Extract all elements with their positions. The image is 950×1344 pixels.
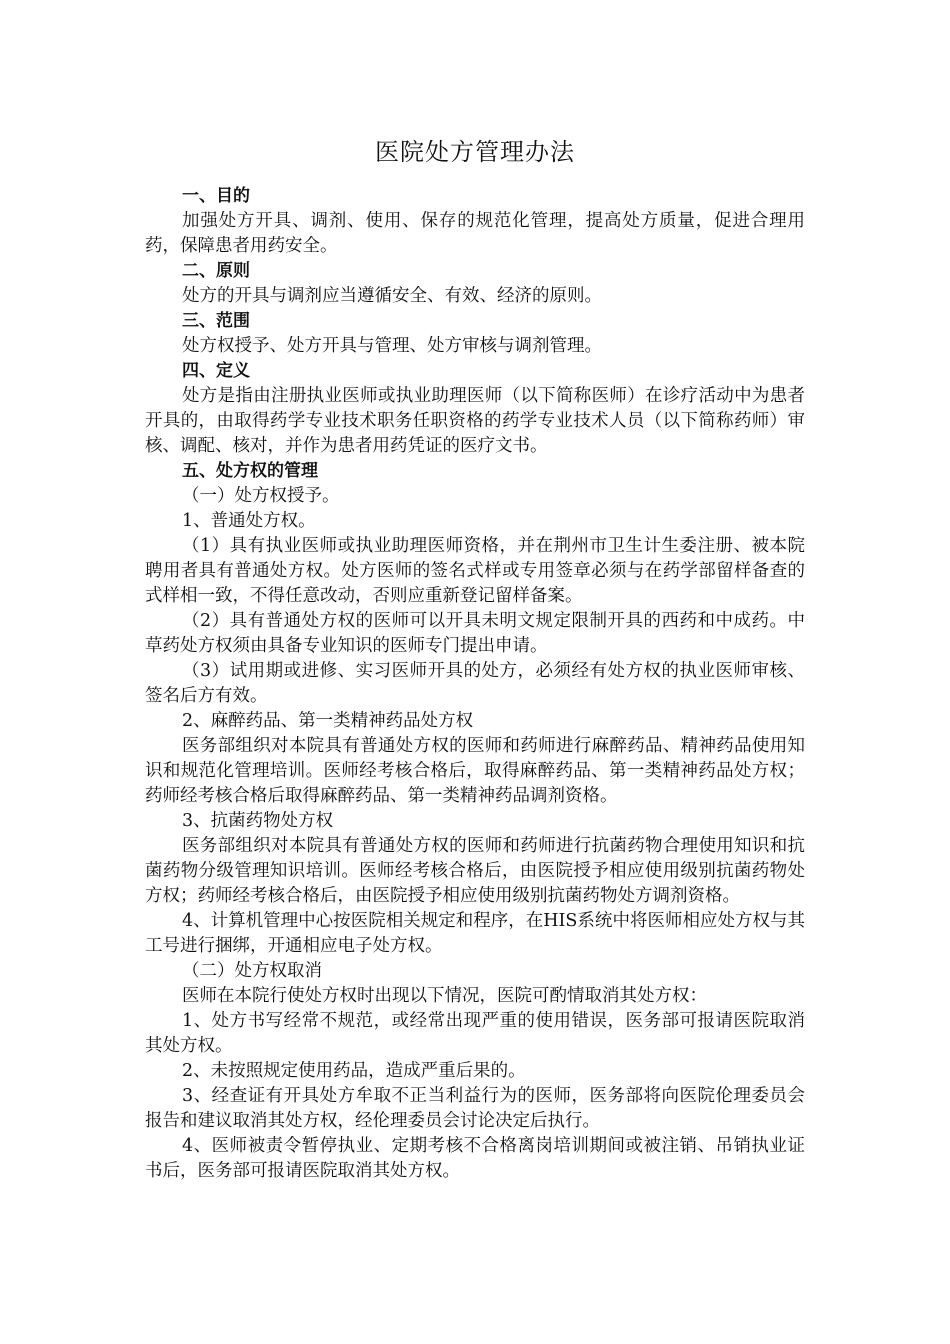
body-paragraph: （3）试用期或进修、实习医师开具的处方，必须经有处方权的执业医师审核、签名后方有效。 xyxy=(145,661,805,706)
body-paragraph: 处方权授予、处方开具与管理、处方审核与调剂管理。 xyxy=(182,336,602,356)
body-paragraph: 2、麻醉药品、第一类精神药品处方权 xyxy=(182,711,474,731)
body-paragraph: 医师在本院行使处方权时出现以下情况，医院可酌情取消其处方权： xyxy=(182,986,707,1006)
body-paragraph: 1、普通处方权。 xyxy=(182,511,316,531)
section-heading: 四、定义 xyxy=(182,361,250,381)
document-title: 医院处方管理办法 xyxy=(375,138,575,166)
body-paragraph: 4、医师被责令暂停执业、定期考核不合格离岗培训期间或被注销、吊销执业证书后，医务部可报请医院取消其处方权。 xyxy=(145,1136,805,1181)
body-paragraph: 加强处方开具、调剂、使用、保存的规范化管理，提高处方质量，促进合理用药，保障患者用药安全。 xyxy=(145,211,805,256)
section-heading: 一、目的 xyxy=(182,186,250,206)
body-paragraph: 处方的开具与调剂应当遵循安全、有效、经济的原则。 xyxy=(182,286,602,306)
body-paragraph: 处方是指由注册执业医师或执业助理医师（以下简称医师）在诊疗活动中为患者开具的，由取得药学专业技术职务任职资格的药学专业技术人员（以下简称药师）审核、调配、核对，并作为患者用药凭证的医疗文书。 xyxy=(145,386,805,456)
body-paragraph: 1、处方书写经常不规范，或经常出现严重的使用错误，医务部可报请医院取消其处方权。 xyxy=(145,1011,805,1056)
body-paragraph: （一）处方权授予。 xyxy=(182,486,340,506)
body-paragraph: 4、计算机管理中心按医院相关规定和程序，在HIS系统中将医师相应处方权与其工号进行捆绑，开通相应电子处方权。 xyxy=(145,911,805,956)
body-paragraph: 医务部组织对本院具有普通处方权的医师和药师进行抗菌药物合理使用知识和抗菌药物分级管理知识培训。医师经考核合格后，由医院授予相应使用级别抗菌药物处方权；药师经考核合格后，由医院授予相应使用级别抗菌药物处方调剂资格。 xyxy=(145,836,805,906)
document-body xyxy=(145,184,805,1184)
section-heading: 五、处方权的管理 xyxy=(182,461,318,481)
body-paragraph: （1）具有执业医师或执业助理医师资格，并在荆州市卫生计生委注册、被本院聘用者具有普通处方权。处方医师的签名式样或专用签章必须与在药学部留样备查的式样相一致，不得任意改动，否则应重新登记留样备案。 xyxy=(145,536,805,606)
body-paragraph: 2、未按照规定使用药品，造成严重后果的。 xyxy=(182,1061,526,1081)
body-paragraph: 3、经查证有开具处方牟取不正当利益行为的医师，医务部将向医院伦理委员会报告和建议取消其处方权，经伦理委员会讨论决定后执行。 xyxy=(145,1086,805,1131)
body-paragraph: （二）处方权取消 xyxy=(182,961,322,981)
section-heading: 二、原则 xyxy=(182,261,250,281)
body-paragraph: 3、抗菌药物处方权 xyxy=(182,811,334,831)
body-paragraph: （2）具有普通处方权的医师可以开具未明文规定限制开具的西药和中成药。中草药处方权须由具备专业知识的医师专门提出申请。 xyxy=(145,611,805,656)
body-paragraph: 医务部组织对本院具有普通处方权的医师和药师进行麻醉药品、精神药品使用知识和规范化管理培训。医师经考核合格后，取得麻醉药品、第一类精神药品处方权；药师经考核合格后取得麻醉药品、第一类精神药品调剂资格。 xyxy=(145,736,805,806)
section-heading: 三、范围 xyxy=(182,311,250,331)
